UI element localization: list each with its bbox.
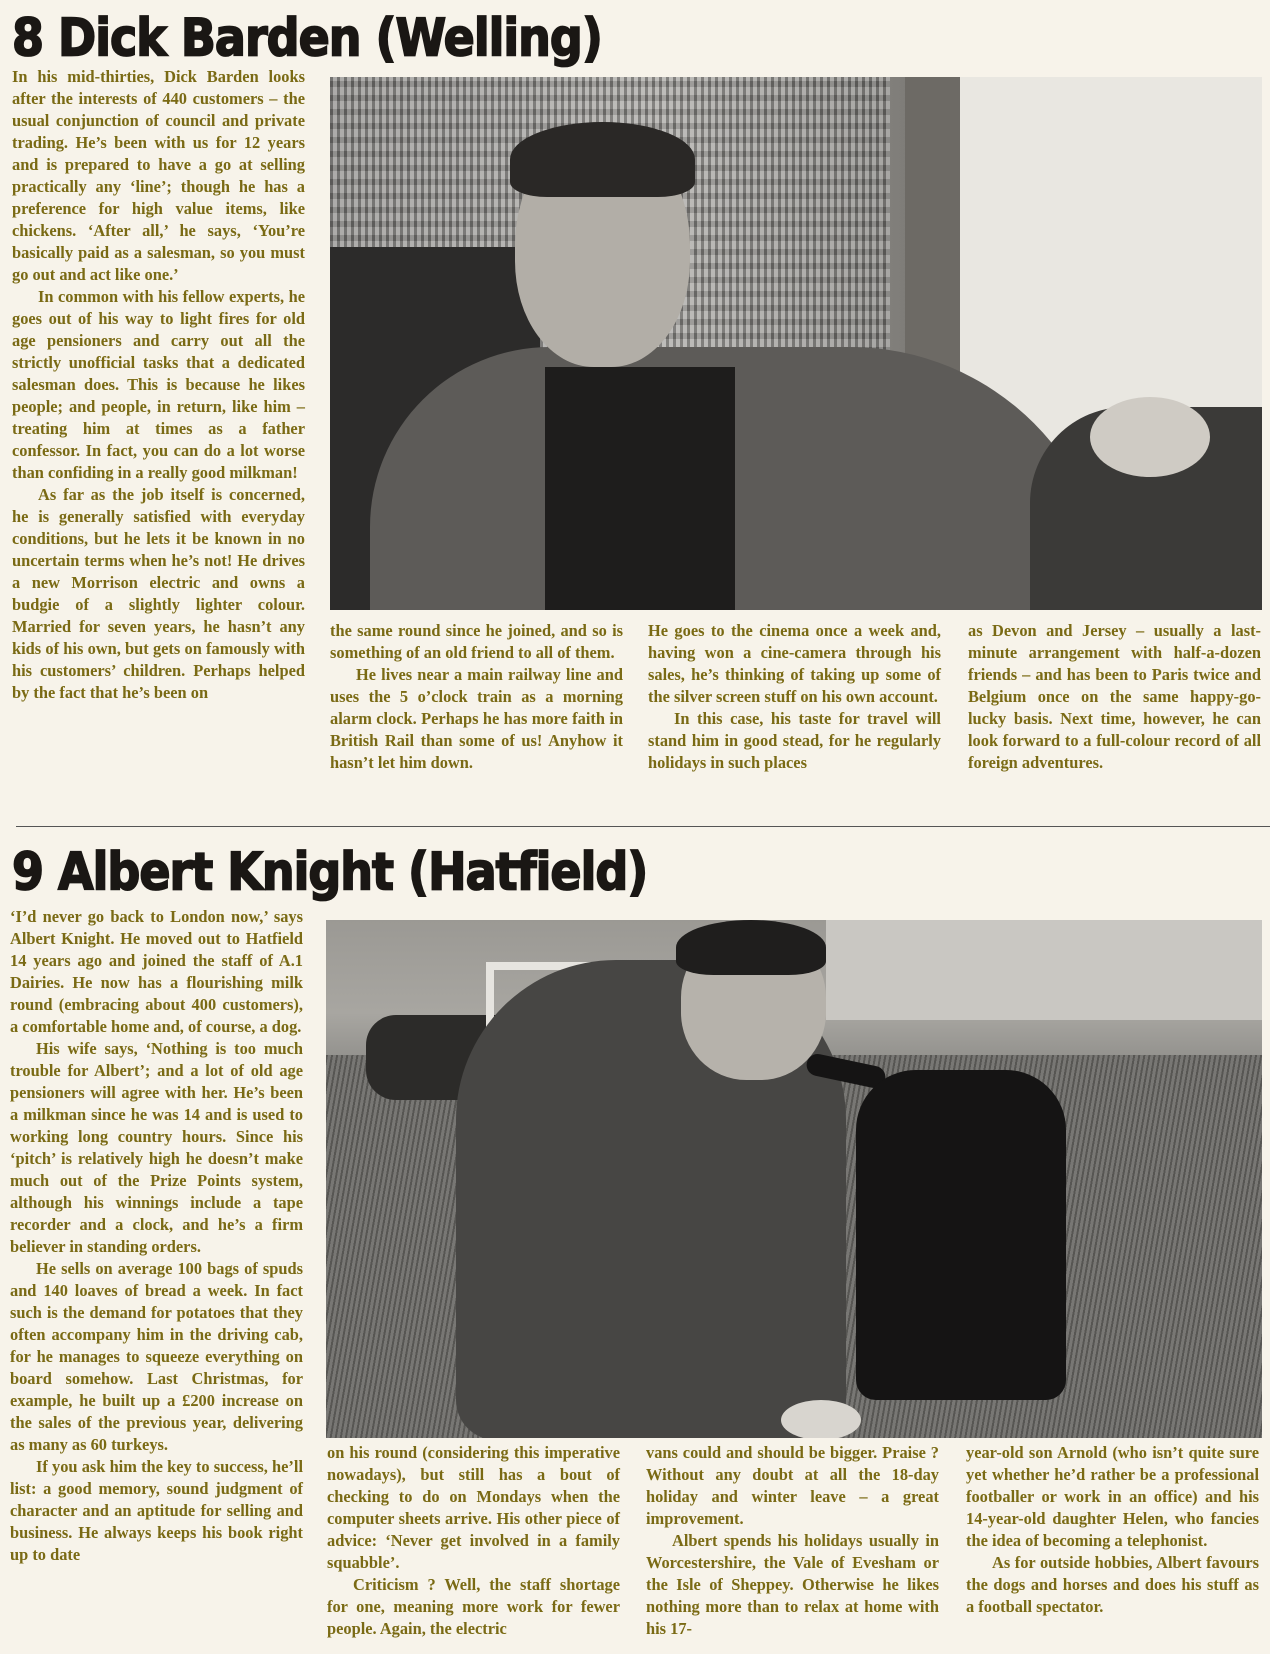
section-8-column-2: [330, 620, 623, 774]
section-9-column-2: [327, 1442, 620, 1640]
photo-albert-knight: [326, 920, 1262, 1438]
paragraph: In common with his fellow experts, he goes out of his way to light fires for old age pensioners and carry out all the strictly unofficial tasks that a dedicated salesman does. This is because he likes people; and people, in return, like him – treating him at times as a father confessor. In fact, you can do a lot worse than confiding in a really good milkman!: [12, 287, 305, 482]
paragraph: As for outside hobbies, Albert favours the dogs and horses and does his stuff as a football spectator.: [966, 1553, 1259, 1616]
section-8-column-1: [12, 66, 305, 704]
paragraph: As far as the job itself is concerned, he is generally satisfied with everyday conditions, but he lets it be known in no uncertain terms when he’s not! He drives a new Morrison electric and owns a budgie of a slightly lighter colour. Married for seven years, he hasn’t any kids of his own, but gets on famously with his customers’ children. Perhaps helped by the fact that he’s been on: [12, 485, 305, 702]
paragraph: ‘I’d never go back to London now,’ says Albert Knight. He moved out to Hatfield 14 years ago and joined the staff of A.1 Dairies. He now has a flourishing milk round (embracing about 400 customers), a comfortable home and, of course, a dog.: [10, 907, 303, 1036]
paragraph: In this case, his taste for travel will stand him in good stead, for he regularly holidays in such places: [648, 709, 941, 772]
section-9-column-3: [646, 1442, 939, 1640]
paragraph: year-old son Arnold (who isn’t quite sure yet whether he’d rather be a professional footballer or work in an office) and his 14-year-old daughter Helen, who fancies the idea of becoming a telephonist.: [966, 1443, 1259, 1550]
section-8-column-3: [648, 620, 941, 774]
paragraph: Albert spends his holidays usually in Worcestershire, the Vale of Evesham or the Isle of Sheppey. Otherwise he likes nothing more than to relax at home with his 17-: [646, 1531, 939, 1638]
paragraph: In his mid-thirties, Dick Barden looks after the interests of 440 customers – the usual conjunction of council and private trading. He’s been with us for 12 years and is prepared to have a go at selling practically any ‘line’; though he has a preference for high value items, like chickens. ‘After all,’ he says, ‘You’re basically paid as a salesman, so you must go out and act like one.’: [12, 67, 305, 284]
paragraph: as Devon and Jersey – usually a last-minute arrangement with half-a-dozen friends – and has been to Paris twice and Belgium once on the same happy-go-lucky basis. Next time, however, he can look forward to a full-colour record of all foreign adventures.: [968, 621, 1261, 772]
paragraph: He lives near a main railway line and uses the 5 o’clock train as a morning alarm clock. Perhaps he has more faith in British Rail than some of us! Anyhow it hasn’t let him down.: [330, 665, 623, 772]
headline-albert-knight: 9 Albert Knight (Hatfield): [12, 841, 648, 902]
paragraph: on his round (considering this imperative nowadays), but still has a bout of checking to do on Mondays when the computer sheets arrive. His other piece of advice: ‘Never get involved in a family squabble’.: [327, 1443, 620, 1572]
section-9-column-1: [10, 906, 303, 1566]
photo-dick-barden: [330, 77, 1262, 610]
paragraph: the same round since he joined, and so is something of an old friend to all of them.: [330, 621, 623, 662]
paragraph: vans could and should be bigger. Praise ? Without any doubt at all the 18-day holiday and winter leave – a great improvement.: [646, 1443, 939, 1528]
section-9-column-4: [966, 1442, 1259, 1618]
headline-dick-barden: 8 Dick Barden (Welling): [12, 7, 602, 68]
paragraph: Criticism ? Well, the staff shortage for one, meaning more work for fewer people. Again, the electric: [327, 1575, 620, 1638]
section-divider: [16, 826, 1270, 827]
paragraph: He sells on average 100 bags of spuds and 140 loaves of bread a week. In fact such is the demand for potatoes that they often accompany him in the driving cab, for he manages to squeeze everything on board somehow. Last Christmas, for example, he built up a £200 increase on the sales of the previous year, delivering as many as 60 turkeys.: [10, 1259, 303, 1454]
paragraph: He goes to the cinema once a week and, having won a cine-camera through his sales, he’s thinking of taking up some of the silver screen stuff on his own account.: [648, 621, 941, 706]
paragraph: If you ask him the key to success, he’ll list: a good memory, sound judgment of character and an aptitude for selling and business. He always keeps his book right up to date: [10, 1457, 303, 1564]
section-8-column-4: [968, 620, 1261, 774]
paragraph: His wife says, ‘Nothing is too much trouble for Albert’; and a lot of old age pensioners will agree with her. He’s been a milkman since he was 14 and is used to working long country hours. Since his ‘pitch’ is relatively high he doesn’t make much out of the Prize Points system, although his winnings include a tape recorder and a clock, and he’s a firm believer in standing orders.: [10, 1039, 303, 1256]
